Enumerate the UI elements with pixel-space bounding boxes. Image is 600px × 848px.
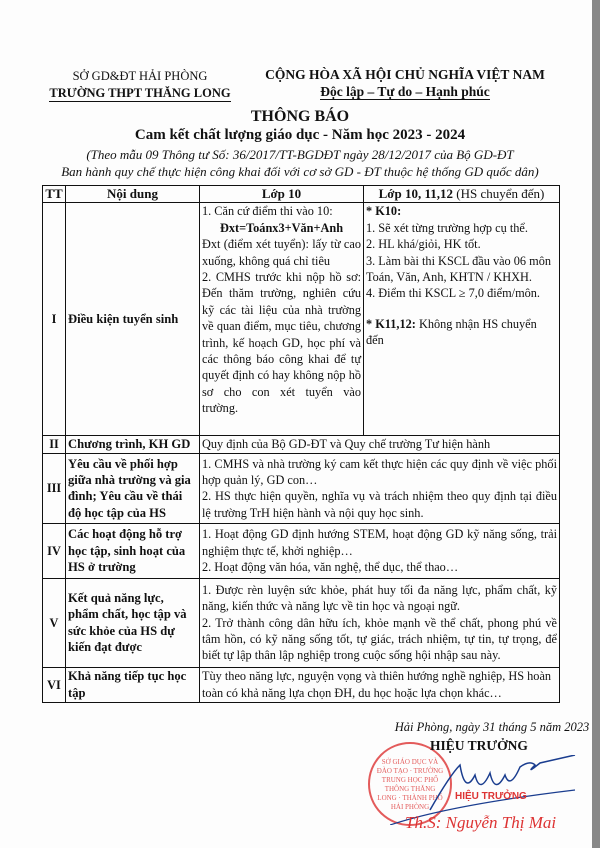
transfer-item: 1. Sẽ xét từng trường hợp cụ thể. (366, 220, 528, 235)
detail-paragraph: 2. Hoạt động văn hóa, văn nghệ, thể dục, thể thao… (202, 560, 459, 575)
table-row (43, 578, 560, 667)
row-detail: Tùy theo năng lực, nguyện vọng và thiên hướng nghề nghiệp, HS hoàn toàn có khả năng lựa chọn ĐH, du học hoặc lựa chọn khác… (200, 667, 560, 702)
motto: Độc lập – Tự do – Hạnh phúc (320, 84, 490, 99)
stamp-text: SỞ GIÁO DỤC VÀ ĐÀO TẠO · TRƯỜNG TRUNG HỌC PHỔ THÔNG THĂNG LONG · THÀNH PHỐ HẢI PHÒNG (376, 758, 444, 811)
row-number: II (43, 436, 66, 453)
issuer-header (40, 68, 240, 102)
table-header-row (43, 186, 560, 203)
table-row (43, 667, 560, 702)
header-tt: TT (43, 186, 66, 203)
table-row (43, 453, 560, 523)
k1112-line (366, 316, 557, 349)
table-row (43, 523, 560, 578)
transfer-cell (364, 203, 560, 436)
row-content: Yêu cầu về phối hợp giữa nhà trường và gia đình; Yêu cầu về thái độ học tập của HS (66, 453, 200, 523)
row-content: Khả năng tiếp tục học tập (66, 667, 200, 702)
detail-paragraph: 2. HS thực hiện quyền, nghĩa vụ và trách nhiệm theo quy định tại điều lệ trường TrH hiện hành và nội quy học sinh. (202, 489, 557, 520)
detail-paragraph: 2. Trở thành công dân hữu ích, khỏe mạnh về thể chất, phong phú về tâm hồn, có kỹ năng sống tốt, tự giác, trách nhiệm, tự tin, tự trọng, để biết tự lập thân lập nghiệp trong cuộc sống hội nhập sau này. (202, 615, 557, 663)
place-date: Hải Phòng, ngày 31 tháng 5 năm 2023 (394, 720, 590, 734)
transfer-item: 3. Làm bài thi KSCL đầu vào 06 môn Toán, Văn, Anh, KHTN / KHXH. (366, 253, 551, 285)
signer-name: Th.S: Nguyễn Thị Mai (405, 813, 557, 832)
k1112-text: Không nhận HS chuyển đến (366, 316, 537, 348)
doc-subtitle: Cam kết chất lượng giáo dục - Năm học 2023 - 2024 (134, 127, 466, 143)
row-content: Điều kiện tuyển sinh (66, 203, 200, 436)
row-detail (200, 523, 560, 578)
grade10-cell (200, 203, 364, 436)
grade10-line: 2. CMHS trước khi nộp hồ sơ: Đến thăm trường, nghiên cứu kỹ các tài liệu của nhà trường về quan điểm, mục tiêu, chương trình, kế hoạch GD, học phí và các thông báo công khai để tự quyết định có hay không nộp hồ sơ cho con xét tuyển vào trường. (202, 270, 361, 416)
row-detail (200, 453, 560, 523)
header-transfer-bold: Lớp 10, 11,12 (378, 186, 454, 201)
detail-paragraph: 1. Hoạt động GD định hướng STEM, hoạt động GD kỹ năng sống, trải nghiệm thực tế, khởi nghiệp… (202, 527, 557, 558)
signer-title: HIỆU TRƯỞNG (430, 738, 528, 753)
row-number: V (43, 578, 66, 667)
doc-title: THÔNG BÁO (250, 108, 350, 125)
row-content: Kết quả năng lực, phẩm chất, học tập và sức khỏe của HS dự kiến đạt được (66, 578, 200, 667)
row-detail (200, 578, 560, 667)
detail-paragraph: 1. Được rèn luyện sức khỏe, phát huy tối đa năng lực, phẩm chất, kỹ năng, kiến thức và năng lực về tin học và ngoại ngữ. (202, 582, 557, 614)
row-number: VI (43, 667, 66, 702)
transfer-item: 2. HL khá/giỏi, HK tốt. (366, 237, 481, 252)
row-content: Các hoạt động hỗ trợ học tập, sinh hoạt của HS ở trường (66, 523, 200, 578)
header-grade10: Lớp 10 (200, 186, 364, 203)
k10-label: * K10: (366, 204, 402, 219)
k1112-label: * K11,12: (366, 316, 416, 331)
header-transfer-rest: (HS chuyển đến) (453, 186, 545, 201)
grade10-formula: Đxt=Toánx3+Văn+Anh (219, 220, 344, 235)
transfer-item: 4. Điểm thi KSCL ≥ 7,0 điểm/môn. (366, 286, 541, 301)
detail-paragraph: 1. CMHS và nhà trường ký cam kết thực hiện các quy định về việc phối hợp quản lý, GD con… (202, 456, 557, 487)
grade10-line: 1. Căn cứ điểm thi vào 10: (202, 204, 333, 219)
header-content: Nội dung (66, 186, 200, 203)
row-number: III (43, 453, 66, 523)
national-header (255, 66, 555, 100)
legal-note-2: Ban hành quy chế thực hiện công khai đối với cơ sở GD - ĐT thuộc hệ thống GD quốc dân) (61, 164, 539, 179)
commitment-table (42, 185, 560, 703)
row-content: Chương trình, KH GD (66, 436, 200, 453)
legal-note-1: (Theo mẫu 09 Thông tư Số: 36/2017/TT-BGDĐT ngày 28/12/2017 của Bộ GD-ĐT (86, 147, 514, 162)
grade10-line: Đxt (điểm xét tuyển): lấy từ cao xuống, không quá chỉ tiêu (202, 237, 361, 268)
table-row (43, 203, 560, 436)
nation-name: CỘNG HÒA XÃ HỘI CHỦ NGHĨA VIỆT NAM (265, 67, 545, 82)
table-row (43, 436, 560, 453)
department-name: SỞ GD&ĐT HẢI PHÒNG (72, 69, 208, 83)
row-number: IV (43, 523, 66, 578)
row-number: I (43, 203, 66, 436)
row-detail: Quy định của Bộ GD-ĐT và Quy chế trường Tư hiện hành (200, 436, 560, 453)
scan-edge (592, 0, 600, 848)
header-transfer (364, 186, 560, 203)
stamp-title: HIỆU TRƯỞNG (455, 791, 527, 802)
school-name: TRƯỜNG THPT THĂNG LONG (49, 86, 231, 100)
